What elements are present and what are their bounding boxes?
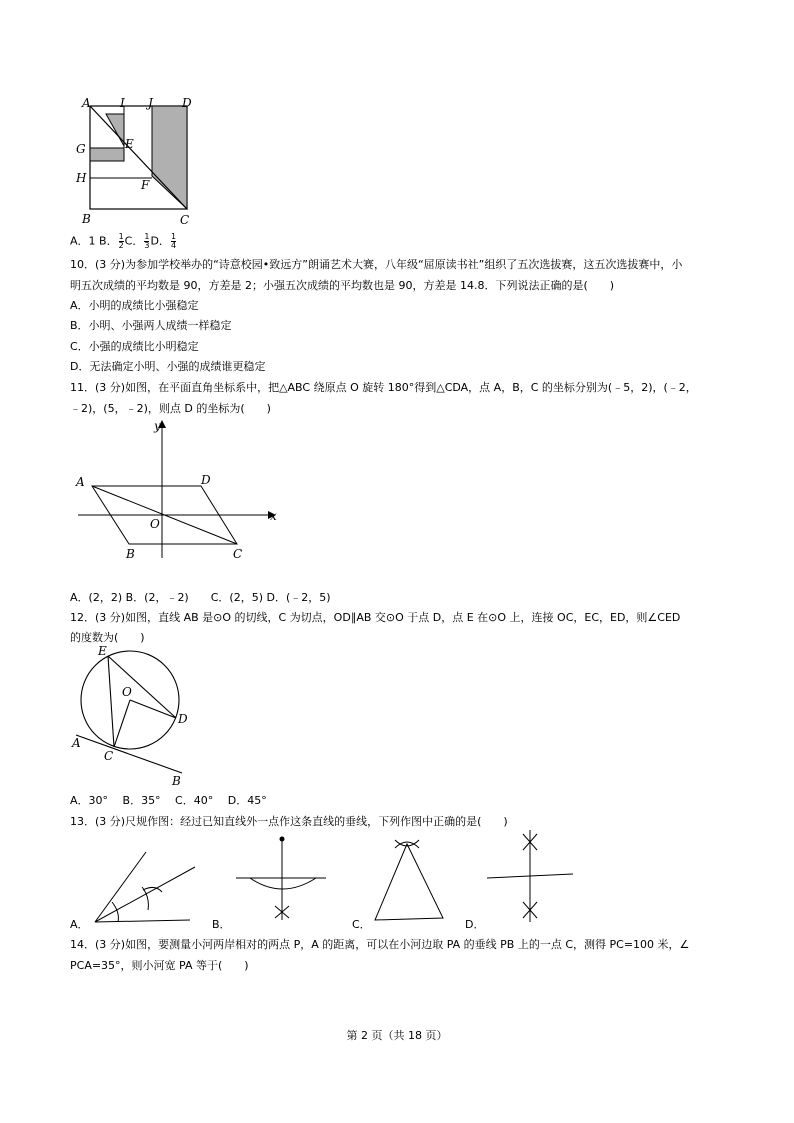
segment-ed: [108, 656, 176, 718]
shaded-triangle-aie: [106, 114, 124, 146]
q12-stem-line2: 的度数为( ): [70, 631, 145, 644]
shaded-strip-jd: [152, 106, 187, 209]
label-b: B: [82, 212, 91, 226]
q10-stem-line1: 10．(3 分)为参加学校举办的“诗意校园•致远方”朗诵艺术大赛，八年级“屈原读书社”组织了五次选拔赛，这五次选拔赛中，小: [70, 258, 683, 271]
label-e: E: [125, 137, 134, 151]
frac-third: $\frac{1}{3}$: [144, 232, 150, 250]
q11-stem-line1: 11．(3 分)如图，在平面直角坐标系中，把△ABC 绕原点 O 旋转 180°得到△CDA，点 A，B，C 的坐标分别为(﹣5，2)，(﹣2，: [70, 381, 697, 394]
q10-option-d: D．无法确定小明、小强的成绩谁更稳定: [70, 360, 266, 373]
segment-oc: [114, 700, 130, 747]
tangent-ab: [76, 735, 182, 773]
label-e: E: [98, 644, 107, 658]
segment-od: [130, 700, 176, 718]
label-b: B: [172, 774, 181, 788]
q12-figure: [70, 645, 200, 790]
label-c: C: [180, 213, 190, 227]
q13-figure-a: [70, 832, 200, 932]
q10-option-b: B．小明、小强两人成绩一样稳定: [70, 319, 232, 332]
label-f: F: [141, 178, 150, 192]
label-a: A: [82, 96, 91, 110]
frac-quarter: $\frac{1}{4}$: [170, 232, 177, 250]
q9-options: A．1 B． $\frac{1}{2}$ C． $\frac{1}{3}$ D． $\frac{1}{4}$: [70, 232, 177, 250]
q14-stem-line2: PCA=35°，则小河宽 PA 等于( ): [70, 959, 249, 972]
label-h: H: [76, 171, 87, 185]
q13-option-c: C．: [352, 918, 371, 931]
label-a: A: [72, 736, 81, 750]
page-footer: 第 2 页（共 18 页）: [346, 1029, 448, 1042]
q11-figure: [70, 418, 290, 568]
q10-stem-line2: 明五次成绩的平均数是 90，方差是 2；小强五次成绩的平均数也是 90，方差是 14.8．下列说法正确的是( ): [70, 279, 615, 292]
q13-stem: 13．(3 分)尺规作图：经过已知直线外一点作这条直线的垂线，下列作图中正确的是( ): [70, 815, 508, 828]
q11-options: A．(2，2) B．(2，﹣2) C．(2，5) D．(﹣2，5): [70, 591, 331, 604]
q11-stem-line2: ﹣2)，(5，﹣2)，则点 D 的坐标为( ): [70, 402, 271, 415]
q10-option-c: C．小强的成绩比小明稳定: [70, 340, 199, 353]
label-o: O: [150, 517, 160, 531]
q13-option-a: A．: [70, 918, 89, 931]
label-j: J: [148, 96, 153, 110]
q12-stem-line1: 12．(3 分)如图，直线 AB 是⊙O 的切线，C 为切点，OD∥AB 交⊙O 于点 D，点 E 在⊙O 上，连接 OC，EC，ED，则∠CED: [70, 611, 681, 624]
q13-option-d: D．: [465, 918, 485, 931]
q10-option-a: A．小明的成绩比小强稳定: [70, 299, 199, 312]
label-c: C: [104, 749, 114, 763]
label-c: C: [233, 547, 243, 561]
frac-half: $\frac{1}{2}$: [118, 232, 124, 250]
label-d: D: [182, 96, 192, 110]
q13-figure-d: [483, 828, 583, 928]
label-d: D: [201, 473, 211, 487]
label-b: B: [126, 547, 135, 561]
shaded-strip-ge: [90, 148, 124, 161]
label-o: O: [122, 685, 132, 699]
label-a: A: [76, 475, 85, 489]
q13-option-b: B．: [212, 918, 231, 931]
label-i: I: [120, 96, 125, 110]
q9-figure: [72, 96, 202, 231]
label-x: x: [270, 509, 277, 523]
label-g: G: [76, 142, 86, 156]
label-y: y: [154, 419, 161, 433]
label-d: D: [178, 712, 188, 726]
q13-figure-c: [365, 832, 455, 932]
segment-ec: [108, 656, 114, 747]
q14-stem-line1: 14．(3 分)如图，要测量小河两岸相对的两点 P，A 的距离，可以在小河边取 PA 的垂线 PB 上的一点 C，测得 PC=100 米，∠: [70, 938, 690, 951]
q13-figure-b: [230, 832, 330, 932]
q12-options: A．30° B．35° C．40° D．45°: [70, 794, 267, 807]
